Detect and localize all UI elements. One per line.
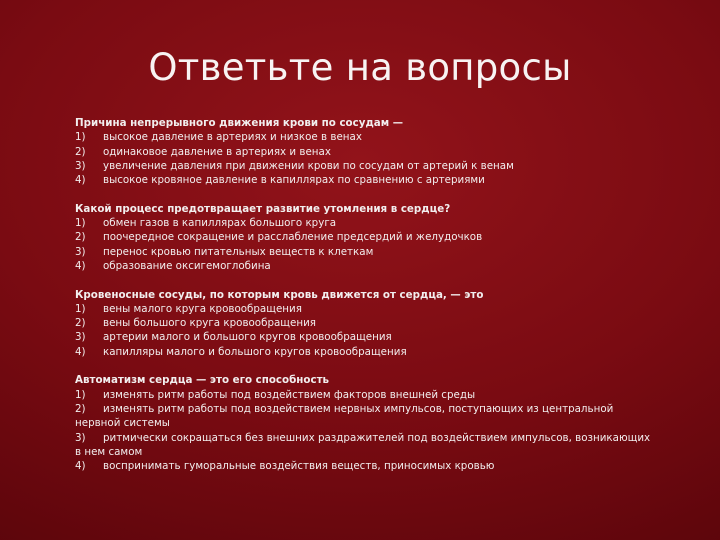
question-block-4 — [75, 373, 655, 473]
answer-option — [75, 316, 655, 330]
answer-option — [75, 388, 655, 402]
question-text: Кровеносные сосуды, по которым кровь движется от сердца, — это — [75, 288, 484, 301]
option-number: 1) — [75, 217, 86, 230]
answer-option — [75, 159, 655, 173]
answer-option — [75, 459, 655, 473]
option-number: 2) — [75, 317, 86, 330]
option-text: перенос кровью питательных веществ к клеткам — [103, 245, 374, 258]
answer-option — [75, 145, 655, 159]
answer-option — [75, 245, 655, 259]
option-number: 4) — [75, 259, 86, 272]
option-number: 1) — [75, 388, 86, 401]
option-number: 4) — [75, 174, 86, 187]
answer-option — [75, 173, 655, 187]
option-text: изменять ритм работы под воздействием факторов внешней среды — [103, 388, 476, 401]
option-number: 2) — [75, 231, 86, 244]
option-number: 4) — [75, 345, 86, 358]
option-text: поочередное сокращение и расслабление предсердий и желудочков — [103, 231, 483, 244]
option-number: 3) — [75, 331, 86, 344]
option-text: капилляры малого и большого кругов кровообращения — [103, 345, 407, 358]
option-number: 2) — [75, 402, 86, 415]
option-number: 3) — [75, 159, 86, 172]
question-block-1 — [75, 116, 655, 187]
question-block-2 — [75, 202, 655, 273]
answer-option — [75, 330, 655, 344]
questions-list — [75, 116, 655, 488]
option-text: вены большого круга кровообращения — [103, 317, 316, 330]
option-number: 1) — [75, 302, 86, 315]
option-text: высокое кровяное давление в капиллярах по сравнению с артериями — [103, 174, 485, 187]
option-text: высокое давление в артериях и низкое в венах — [103, 131, 362, 144]
option-text: артерии малого и большого кругов кровообращения — [103, 331, 392, 344]
option-text: одинаковое давление в артериях и венах — [103, 145, 331, 158]
option-number: 2) — [75, 145, 86, 158]
option-text: увеличение давления при движении крови по сосудам от артерий к венам — [103, 159, 514, 172]
option-text: воспринимать гуморальные воздействия веществ, приносимых кровью — [103, 460, 495, 473]
option-number: 4) — [75, 460, 86, 473]
option-text: изменять ритм работы под воздействием нервных импульсов, поступающих из центральной нервной системы — [75, 402, 614, 430]
answer-option — [75, 402, 655, 431]
option-text: вены малого круга кровообращения — [103, 302, 302, 315]
option-number: 3) — [75, 431, 86, 444]
question-text: Какой процесс предотвращает развитие утомления в сердце? — [75, 202, 451, 215]
question-text: Автоматизм сердца — это его способность — [75, 374, 330, 387]
answer-option — [75, 302, 655, 316]
option-text: ритмически сокращаться без внешних раздражителей под воздействием импульсов, возникающих в нем самом — [75, 431, 651, 458]
answer-option — [75, 431, 655, 460]
option-number: 1) — [75, 131, 86, 144]
option-number: 3) — [75, 245, 86, 258]
answer-option — [75, 230, 655, 244]
answer-option — [75, 259, 655, 273]
question-block-3 — [75, 288, 655, 359]
answer-option — [75, 130, 655, 144]
slide-title: Ответьте на вопросы — [148, 46, 572, 89]
answer-option — [75, 216, 655, 230]
option-text: обмен газов в капиллярах большого круга — [103, 217, 337, 230]
question-text: Причина непрерывного движения крови по сосудам — — [75, 117, 404, 129]
answer-option — [75, 345, 655, 359]
option-text: образование оксигемоглобина — [103, 259, 271, 272]
